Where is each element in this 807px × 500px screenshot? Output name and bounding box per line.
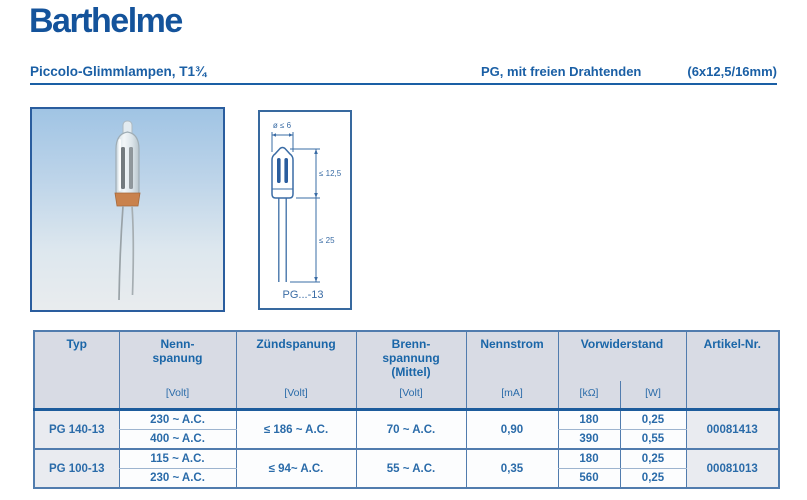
spec-table — [33, 330, 780, 489]
vorwiderstand-kohm-cell: 180 — [558, 449, 620, 469]
artikel-cell: 00081413 — [686, 410, 779, 450]
vorwiderstand-w-cell: 0,25 — [620, 469, 686, 489]
typ-cell: PG 100-13 — [34, 449, 119, 488]
glass-highlight — [119, 139, 122, 191]
typ-cell: PG 140-13 — [34, 410, 119, 450]
unit-nennstrom: [mA] — [466, 381, 558, 410]
nennspannung-cell: 400 ~ A.C. — [119, 430, 236, 450]
unit-zuendspannung: [Volt] — [236, 381, 356, 410]
nennspannung-cell: 230 ~ A.C. — [119, 410, 236, 430]
lamp-photo-illustration — [32, 109, 219, 306]
col-header-zuendspannung: Zündspanung — [236, 331, 356, 381]
dimension-wire-length-label: ≤ 25 — [319, 236, 335, 245]
lead-wire-left — [119, 206, 123, 300]
product-photo — [30, 107, 225, 312]
col-header-brennspannung: Brenn- spannung (Mittel) — [356, 331, 466, 381]
nennstrom-cell: 0,35 — [466, 449, 558, 488]
col-header-vorwiderstand: Vorwiderstand — [558, 331, 686, 381]
lamp-electrode — [121, 147, 125, 189]
lamp-electrode — [129, 147, 133, 189]
spec-table-header — [34, 331, 779, 410]
nennstrom-cell: 0,90 — [466, 410, 558, 450]
artikel-cell: 00081013 — [686, 449, 779, 488]
technical-drawing-svg — [260, 112, 346, 304]
technical-drawing — [258, 110, 352, 310]
brand-logo: Barthelme — [29, 2, 182, 40]
vorwiderstand-w-cell: 0,25 — [620, 410, 686, 430]
drawing-caption: PG...-13 — [282, 289, 324, 301]
table-row — [34, 449, 779, 469]
nennspannung-cell: 115 ~ A.C. — [119, 449, 236, 469]
section-header — [30, 64, 777, 85]
col-header-nennspannung: Nenn- spanung — [119, 331, 236, 381]
dimension-bulb-length-label: ≤ 12,5 — [319, 169, 342, 178]
dimension-diameter-label: ø ≤ 6 — [272, 121, 292, 130]
unit-nennspannung: [Volt] — [119, 381, 236, 410]
vorwiderstand-kohm-cell: 560 — [558, 469, 620, 489]
zuendspannung-cell: ≤ 94~ A.C. — [236, 449, 356, 488]
col-header-nennstrom: Nennstrom — [466, 331, 558, 381]
size-note: (6x12,5/16mm) — [687, 64, 777, 79]
vorwiderstand-w-cell: 0,55 — [620, 430, 686, 450]
zuendspannung-cell: ≤ 186 ~ A.C. — [236, 410, 356, 450]
vorwiderstand-w-cell: 0,25 — [620, 449, 686, 469]
unit-typ — [34, 381, 119, 410]
col-header-artikel: Artikel-Nr. — [686, 331, 779, 381]
unit-vorwiderstand-w: [W] — [620, 381, 686, 410]
variant-title: PG, mit freien Drahtenden — [481, 64, 642, 79]
lead-wire-right — [132, 206, 133, 295]
col-header-typ: Typ — [34, 331, 119, 381]
unit-artikel — [686, 381, 779, 410]
vorwiderstand-kohm-cell: 390 — [558, 430, 620, 450]
table-row — [34, 410, 779, 430]
brennspannung-cell: 55 ~ A.C. — [356, 449, 466, 488]
vorwiderstand-kohm-cell: 180 — [558, 410, 620, 430]
page-title: Piccolo-Glimmlampen, T1¾ — [30, 64, 207, 79]
nennspannung-cell: 230 ~ A.C. — [119, 469, 236, 489]
lamp-base — [115, 193, 140, 206]
brennspannung-cell: 70 ~ A.C. — [356, 410, 466, 450]
header-right-group — [481, 64, 777, 79]
unit-vorwiderstand-kohm: [kΩ] — [558, 381, 620, 410]
unit-brennspannung: [Volt] — [356, 381, 466, 410]
